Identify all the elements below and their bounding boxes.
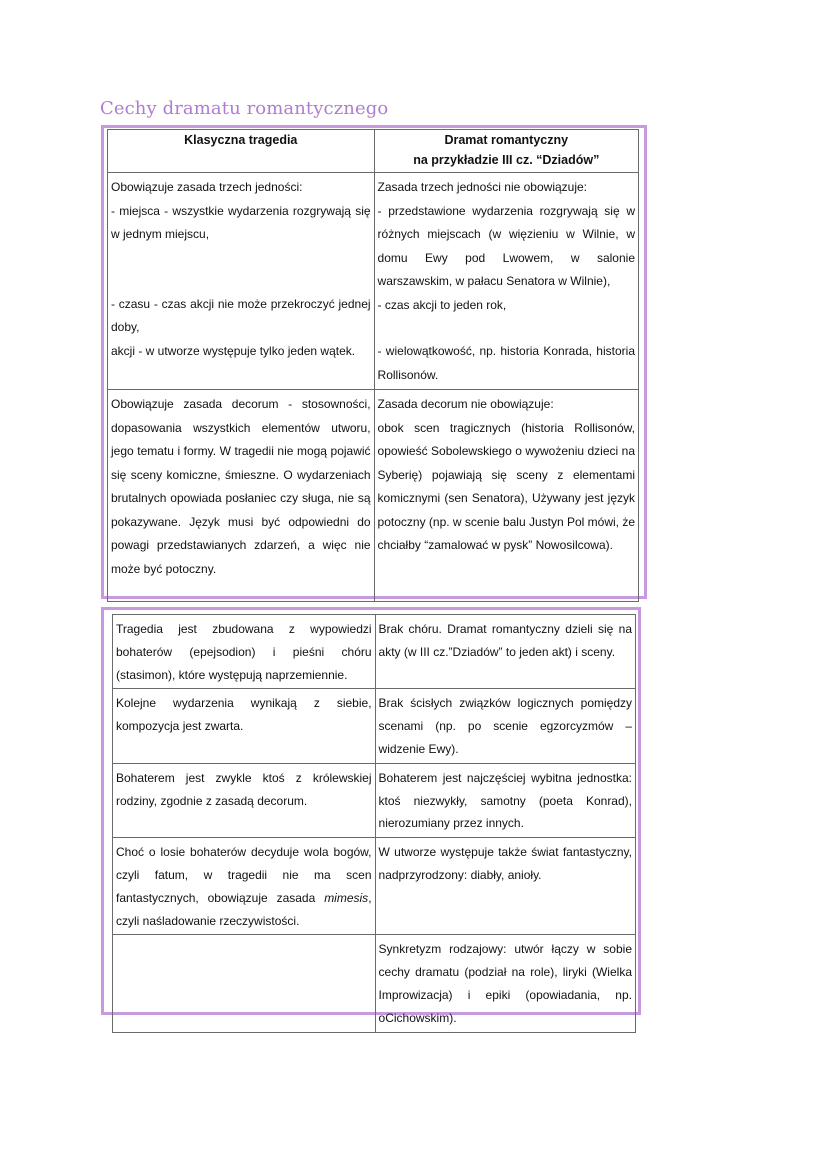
spacer (378, 317, 635, 340)
comparison-table-2 (112, 614, 636, 1033)
table-row (113, 615, 636, 689)
cell-text: Zasada decorum nie obowiązuje: (377, 397, 554, 411)
cell-text: Obowiązuje zasada trzech jedności: (111, 180, 303, 194)
header-left-label: Klasyczna tragedia (184, 133, 298, 147)
cell-text: - czas akcji to jeden rok, (377, 297, 507, 312)
header-right-line1: Dramat romantyczny (444, 133, 569, 147)
cell-text: - miejsca - wszystkie wydarzenia rozgrywają się w jednym miejscu, (111, 203, 371, 241)
table-frame-2 (101, 607, 641, 1025)
table-row (113, 838, 636, 935)
table-header-row (108, 130, 639, 173)
cell-unities-classic (108, 173, 375, 390)
header-right-line2: na przykładzie III cz. “Dziadów” (413, 153, 600, 167)
cell-text: - przedstawione wydarzenia rozgrywają się w różnych miejscach (w więzieniu w Wilnie, w domu Ewy pod Lwowem, w salonie warszawskim, w pałacu Senatora w Wilnie), (377, 203, 635, 288)
table-row (113, 689, 636, 763)
table-row (108, 390, 639, 602)
table-row (113, 763, 636, 837)
table-row (108, 173, 639, 390)
cell-right: Bohaterem jest najczęściej wybitna jednostka: ktoś niezwykły, samotny (poeta Konrad), nierozumiany przez innych. (375, 763, 635, 837)
table-frame-1 (101, 125, 647, 599)
header-romantic-drama (374, 130, 638, 173)
cell-right: Brak chóru. Dramat romantyczny dzieli się na akty (w III cz.”Dziadów” to jeden akt) i sceny. (375, 615, 635, 689)
comparison-table-1 (107, 129, 639, 602)
cell-left: Bohaterem jest zwykle ktoś z królewskiej rodziny, zgodnie z zasadą decorum. (113, 763, 376, 837)
spacer (111, 247, 371, 293)
cell-left (113, 838, 376, 935)
cell-text: Zasada trzech jedności nie obowiązuje: (377, 180, 588, 194)
cell-text-italic: mimesis (324, 890, 369, 905)
cell-right: Synkretyzm rodzajowy: utwór łączy w sobie cechy dramatu (podział na role), liryki (Wielka Improwizacja) i epiki (opowiadania, np. oCichowskim). (375, 935, 635, 1032)
cell-right: W utworze występuje także świat fantastyczny, nadprzyrodzony: diabły, anioły. (375, 838, 635, 935)
table-row (113, 935, 636, 1032)
cell-decorum-classic: Obowiązuje zasada decorum - stosowności, dopasowania wszystkich elementów utworu, jego tematu i formy. W tragedii nie mogą pojawić się sceny komiczne, śmieszne. O wydarzeniach brutalnych opowiada posłaniec czy sługa, nie są pokazywane. Język musi być odpowiedni do powagi przedstawianych zdarzeń, a więc nie może być potoczny. (108, 390, 375, 602)
cell-unities-romantic (374, 173, 638, 390)
header-classic-tragedy (108, 130, 375, 173)
cell-left: Tragedia jest zbudowana z wypowiedzi bohaterów (epejsodion) i pieśni chóru (stasimon), które występują naprzemiennie. (113, 615, 376, 689)
cell-left: Kolejne wydarzenia wynikają z siebie, kompozycja jest zwarta. (113, 689, 376, 763)
cell-text: obok scen tragicznych (historia Rollisonów, opowieść Sobolewskiego o wywożeniu dzieci na Syberię) pojawiają się sceny z elementami komicznymi (sen Senatora), Używany jest język potoczny (np. w scenie balu Justyn Pol mówi, że chciałby “zamalować w pysk” Nowosilcowa). (377, 420, 636, 552)
cell-text: , czyli naśladowanie rzeczywistości. (116, 890, 372, 928)
page-title: Cechy dramatu romantycznego (100, 98, 389, 119)
cell-text: Choć o losie bohaterów decyduje wola bogów, czyli fatum, w tragedii nie ma scen fantastycznych, obowiązuje zasada (116, 845, 372, 905)
cell-text: - wielowątkowość, np. historia Konrada, historia Rollisonów. (377, 344, 635, 382)
cell-left-empty (113, 935, 376, 1032)
cell-right: Brak ścisłych związków logicznych pomiędzy scenami (np. po scenie egzorcyzmów – widzenie Ewy). (375, 689, 635, 763)
cell-text: akcji - w utworze występuje tylko jeden wątek. (111, 343, 356, 358)
cell-text: - czasu - czas akcji nie może przekroczyć jednej doby, (111, 296, 371, 334)
cell-decorum-romantic (374, 390, 638, 602)
